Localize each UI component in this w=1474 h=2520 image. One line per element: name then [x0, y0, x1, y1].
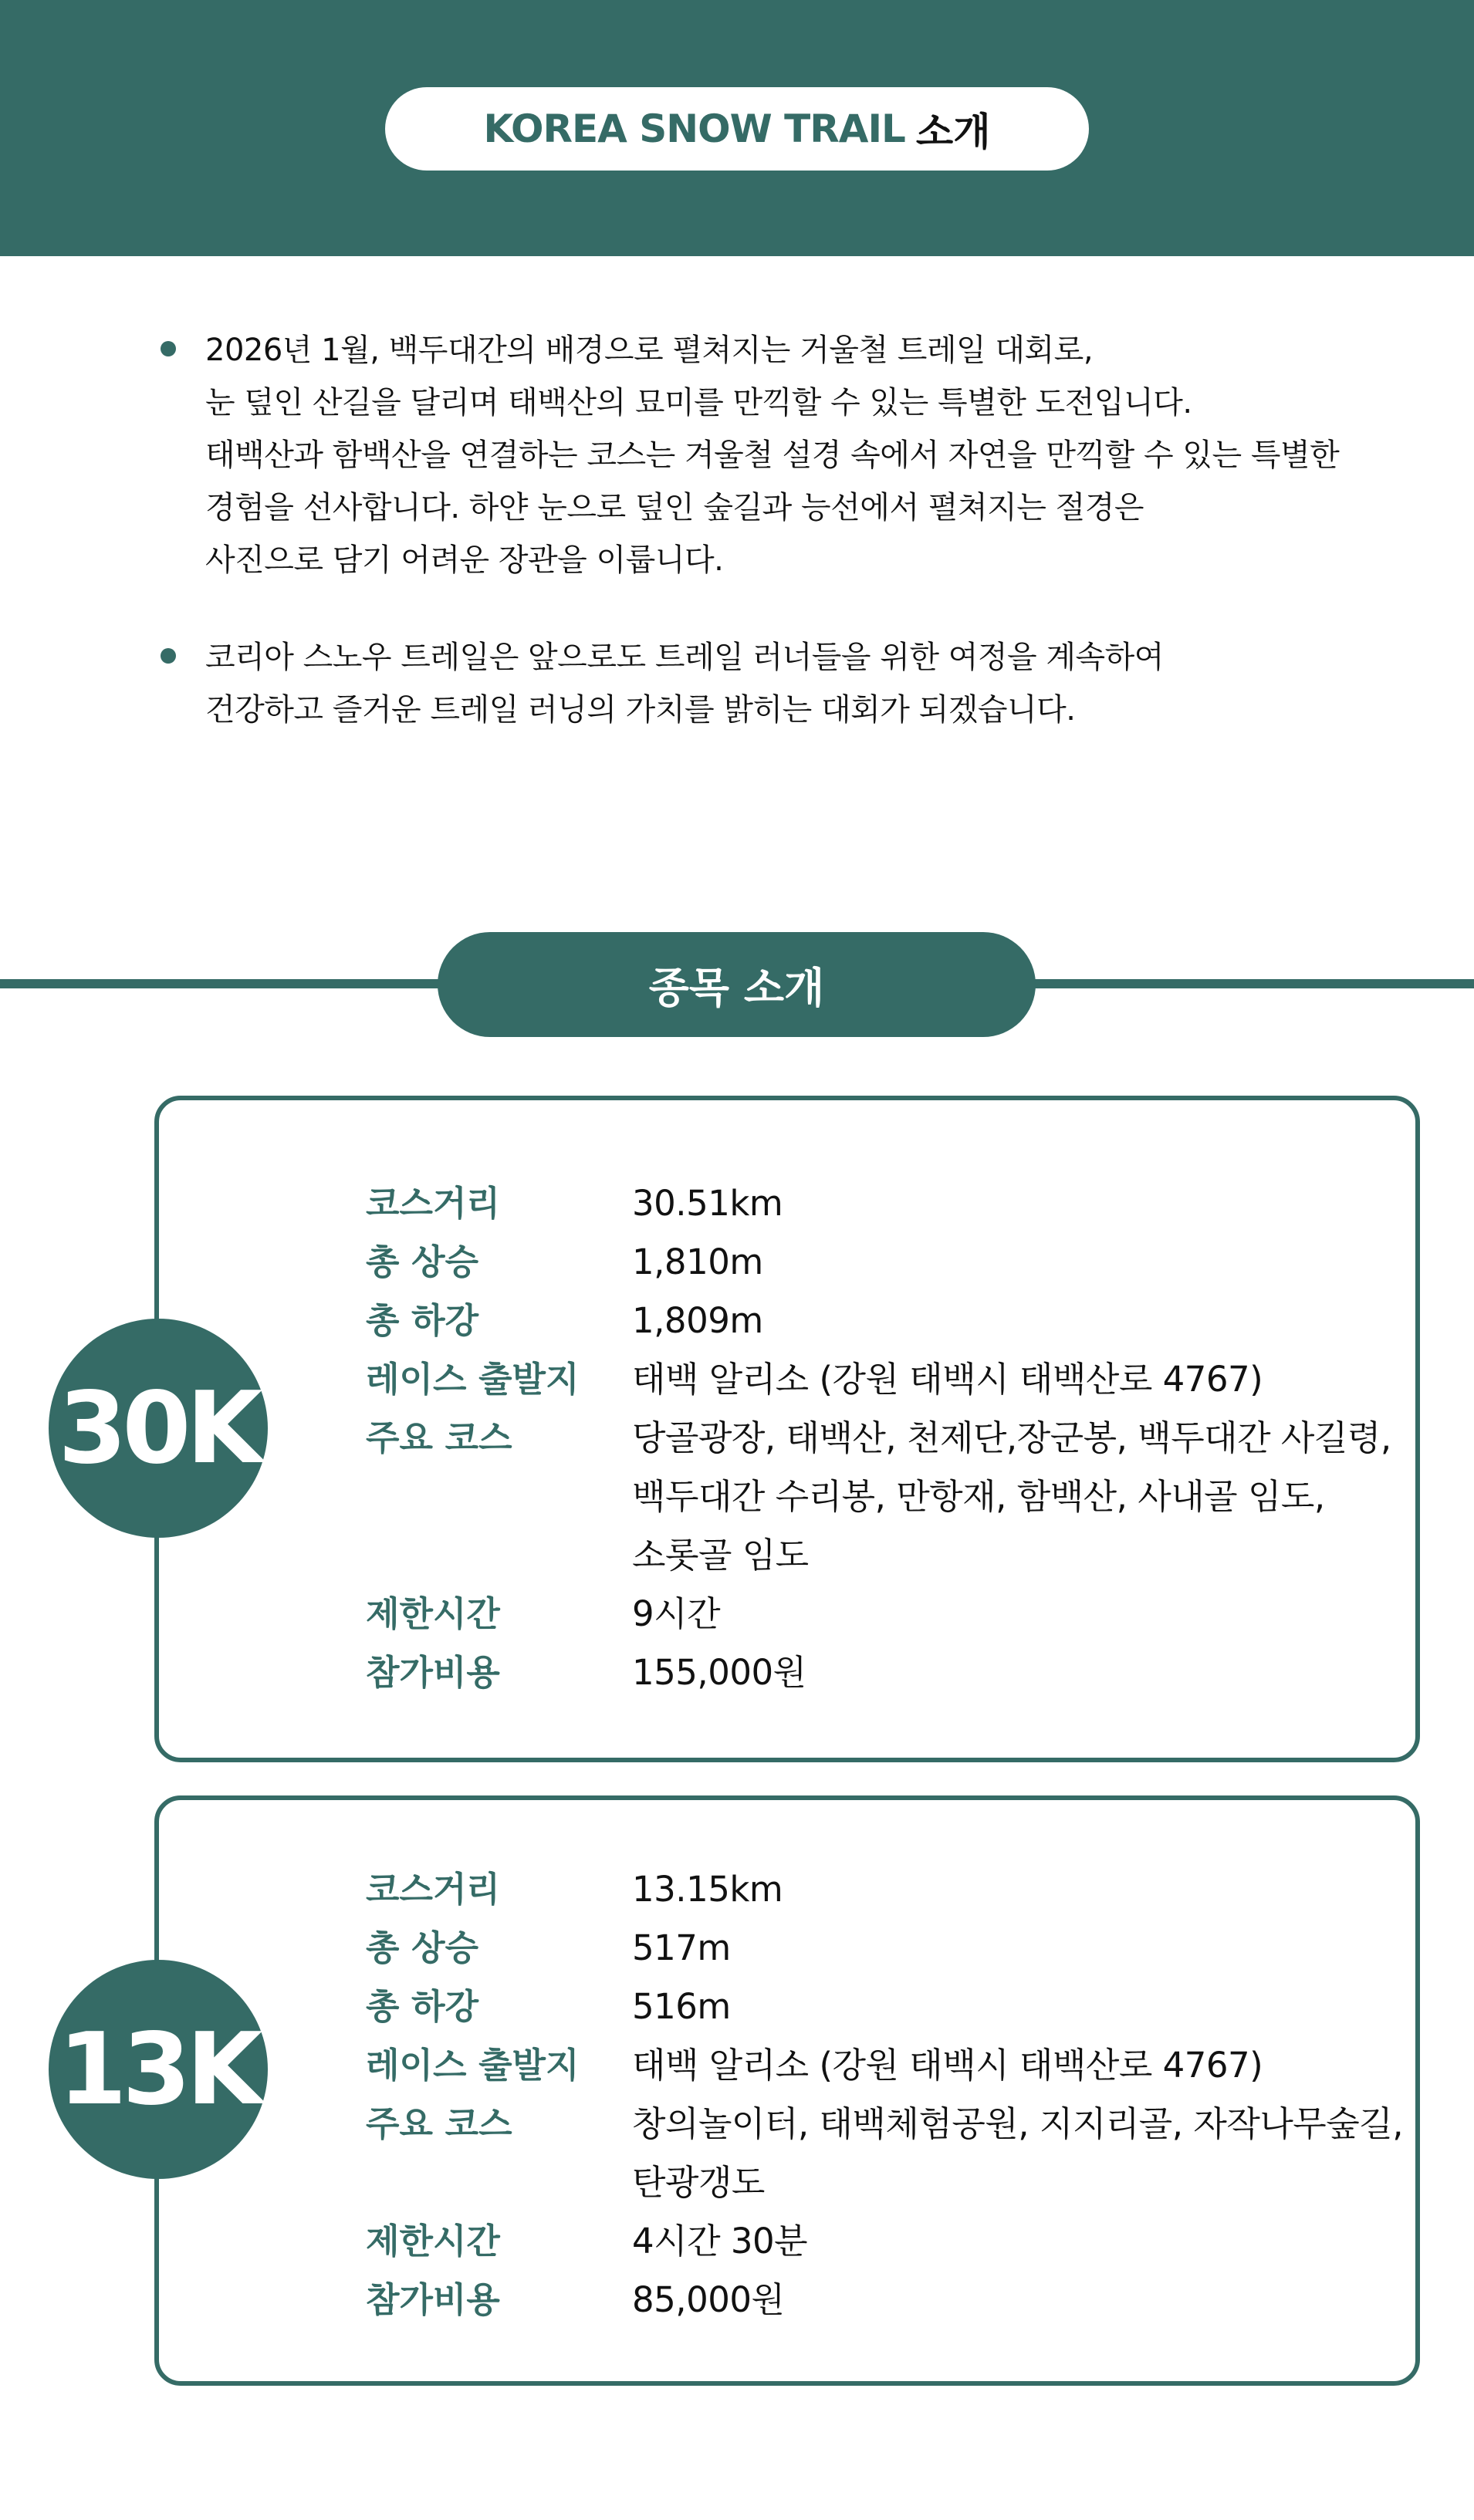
events-title: 종목 소개 — [648, 963, 825, 1012]
spec-value-line: 백두대간 수리봉, 만항재, 함백산, 사내골 임도, — [632, 1476, 1325, 1517]
spec-row-fee — [366, 1643, 1384, 1702]
course-spec-list — [366, 1860, 1404, 2329]
spec-label: 총 하강 — [366, 1986, 479, 2027]
spec-value-line: 517m — [632, 1927, 731, 1968]
spec-row-distance — [366, 1860, 1384, 1919]
course-spec-list — [366, 1174, 1391, 1702]
spec-value — [632, 1292, 763, 1350]
intro-paragraph-1 — [154, 324, 1435, 586]
spec-label: 총 상승 — [366, 1927, 479, 1968]
spec-value-line: 창의놀이터, 태백체험공원, 지지리골, 자작나무숲길, — [632, 2103, 1404, 2144]
spec-value-line: 당골광장, 태백산, 천제단,장군봉, 백두대간 사길령, — [632, 1417, 1391, 1458]
spec-value-line: 9시간 — [632, 1593, 721, 1634]
spec-label: 코스거리 — [366, 1183, 500, 1224]
spec-row-descent — [366, 1978, 1384, 2036]
intro-line: 경험을 선사합니다. 하얀 눈으로 덮인 숲길과 능선에서 펼쳐지는 절경은 — [205, 490, 1144, 525]
spec-value-line: 4시간 30분 — [632, 2221, 808, 2262]
intro-paragraph-2 — [154, 631, 1435, 736]
spec-value-line: 태백 알리소 (강원 태백시 태백산로 4767) — [632, 2045, 1263, 2086]
spec-row-start — [366, 2036, 1384, 2095]
spec-row-route — [366, 1409, 1391, 1585]
spec-value-line: 13.15km — [632, 1869, 783, 1910]
spec-row-time-limit — [366, 1585, 1384, 1643]
spec-value — [632, 1585, 720, 1643]
spec-label: 참가비용 — [366, 2279, 500, 2320]
spec-label: 주요 코스 — [366, 2103, 512, 2144]
spec-value — [632, 2095, 1403, 2212]
spec-value — [632, 2271, 784, 2329]
intro-section — [154, 324, 1435, 781]
spec-value — [632, 2212, 807, 2271]
spec-value — [632, 1860, 783, 1919]
spec-value-line: 85,000원 — [632, 2279, 785, 2320]
course-badge-label: 30K — [58, 1370, 259, 1486]
spec-row-ascent — [366, 1919, 1384, 1978]
intro-line: 태백산과 함백산을 연결하는 코스는 겨울철 설경 속에서 자연을 만끽할 수 있는 특별한 — [205, 437, 1340, 473]
spec-value-line: 태백 알리소 (강원 태백시 태백산로 4767) — [632, 1359, 1263, 1400]
intro-line: 코리아 스노우 트레일은 앞으로도 트레일 러너들을 위한 여정을 계속하여 — [205, 640, 1164, 675]
spec-value-line: 1,810m — [632, 1241, 763, 1282]
spec-label: 레이스 출발지 — [366, 1359, 580, 1400]
spec-value — [632, 1919, 731, 1978]
header-title-ko: 소개 — [915, 110, 991, 154]
intro-line: 건강하고 즐거운 트레일 러닝의 가치를 밝히는 대회가 되겠습니다. — [205, 692, 1076, 728]
intro-line: 사진으로 담기 어려운 장관을 이룹니다. — [205, 542, 724, 578]
spec-value-line: 516m — [632, 1986, 731, 2027]
spec-value — [632, 1174, 783, 1233]
bullet-dot-icon — [161, 341, 176, 356]
spec-value-line: 30.51km — [632, 1183, 783, 1224]
events-title-pill — [438, 932, 1036, 1037]
spec-value — [632, 1978, 731, 2036]
spec-row-ascent — [366, 1233, 1384, 1292]
spec-label: 제한시간 — [366, 2221, 500, 2262]
spec-value-line: 탄광갱도 — [632, 2162, 765, 2203]
spec-value — [632, 1643, 806, 1702]
spec-row-fee — [366, 2271, 1384, 2329]
spec-value — [632, 2036, 1263, 2095]
course-card-13k — [154, 1795, 1420, 2386]
spec-row-distance — [366, 1174, 1384, 1233]
spec-value — [632, 1233, 763, 1292]
header-title-en: KOREA SNOW TRAIL — [483, 106, 905, 151]
header-banner — [0, 0, 1474, 256]
spec-row-start — [366, 1350, 1384, 1409]
spec-label: 주요 코스 — [366, 1417, 512, 1458]
course-badge-30k — [49, 1319, 268, 1538]
spec-label: 총 상승 — [366, 1241, 479, 1282]
spec-value-line: 1,809m — [632, 1300, 763, 1341]
course-badge-label: 13K — [58, 2012, 259, 2127]
bullet-dot-icon — [161, 648, 176, 664]
spec-label: 코스거리 — [366, 1869, 500, 1910]
spec-row-time-limit — [366, 2212, 1384, 2271]
spec-label: 총 하강 — [366, 1300, 479, 1341]
course-badge-13k — [49, 1960, 268, 2179]
intro-line: 2026년 1월, 백두대간의 배경으로 펼쳐지는 거울철 트레일 대회로, — [205, 333, 1094, 368]
spec-label: 레이스 출발지 — [366, 2045, 580, 2086]
spec-row-route — [366, 2095, 1404, 2212]
spec-value-line: 소롯골 임도 — [632, 1535, 809, 1576]
course-card-30k — [154, 1096, 1420, 1762]
spec-label: 참가비용 — [366, 1652, 500, 1693]
spec-value-line: 155,000원 — [632, 1652, 806, 1693]
spec-value — [632, 1350, 1263, 1409]
spec-row-descent — [366, 1292, 1384, 1350]
intro-line: 눈 덮인 산길을 달리며 태백산의 묘미를 만끽할 수 있는 특별한 도전입니다. — [205, 385, 1192, 421]
spec-value — [632, 1409, 1391, 1585]
spec-label: 제한시간 — [366, 1593, 500, 1634]
header-title-pill — [385, 87, 1089, 171]
